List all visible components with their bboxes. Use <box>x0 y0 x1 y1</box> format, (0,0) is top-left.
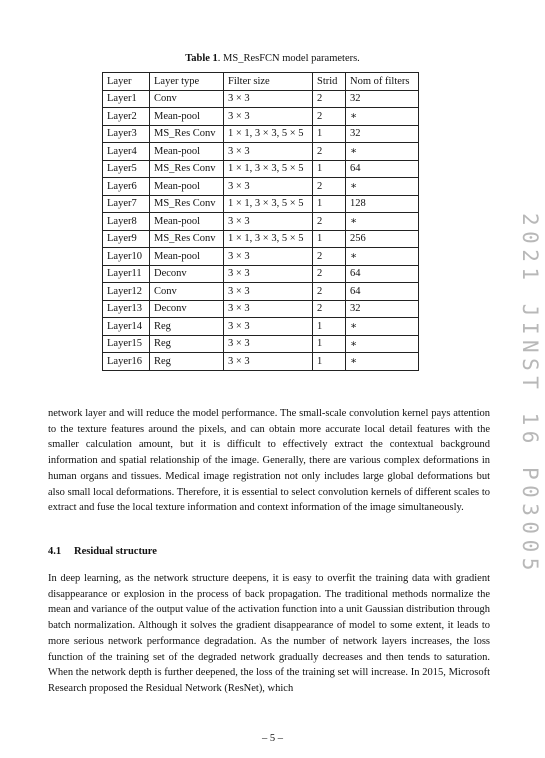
table-row <box>103 195 419 213</box>
table-header-cell: Strid <box>313 73 346 91</box>
table-cell: Layer2 <box>103 108 150 126</box>
table-cell: 2 <box>313 178 346 196</box>
table-row <box>103 143 419 161</box>
table-cell: Layer4 <box>103 143 150 161</box>
table-header-cell: Nom of filters <box>346 73 419 91</box>
table-cell: 1 <box>313 125 346 143</box>
body-paragraph-2: In deep learning, as the network structure deepens, it is easy to overfit the training data with gradient disappearance or explosion in the process of back propagation. The traditional methods normalize the mean and variance of the output value of the activation function into a unit Gaussian distribution through batch normalization. Although it solves the gradient disappearance of model to some extent, it leads to more serious network performance degradation. As the number of network layers increases, the loss function of the training set of the degraded network gradually decreases and then tends to saturation. When the network depth is further deepened, the loss of the training set will increase. In 2015, Microsoft Research proposed the Residual Network (ResNet), which <box>48 573 490 694</box>
table-cell: 1 <box>313 230 346 248</box>
table-cell: 32 <box>346 90 419 108</box>
table-cell: 64 <box>346 265 419 283</box>
table-row <box>103 335 419 353</box>
table-cell: 1 <box>313 353 346 371</box>
table-cell: 256 <box>346 230 419 248</box>
table-row <box>103 178 419 196</box>
table-cell: 2 <box>313 265 346 283</box>
table-cell: Conv <box>150 283 224 301</box>
table-cell: Layer6 <box>103 178 150 196</box>
table-cell: 64 <box>346 160 419 178</box>
table-cell: 3 × 3 <box>224 335 313 353</box>
table-row <box>103 265 419 283</box>
table-cell: Layer3 <box>103 125 150 143</box>
table-cell: ∗ <box>346 353 419 371</box>
table-row <box>103 248 419 266</box>
table-cell: Layer8 <box>103 213 150 231</box>
table-cell: Conv <box>150 90 224 108</box>
table-row <box>103 108 419 126</box>
table-cell: Layer16 <box>103 353 150 371</box>
table-cell: 64 <box>346 283 419 301</box>
section-number: 4.1 <box>48 546 62 557</box>
table-cell: ∗ <box>346 213 419 231</box>
table-cell: Layer14 <box>103 318 150 336</box>
table-header-row <box>103 73 419 91</box>
table-header-cell: Layer type <box>150 73 224 91</box>
table-cell: Mean-pool <box>150 178 224 196</box>
table-cell: 3 × 3 <box>224 213 313 231</box>
body-paragraph-1: network layer and will reduce the model performance. The small-scale convolution kernel pays attention to the texture features around the pixels, and can obtain more accurate local detail features with the smaller calculation amount, but it is difficult to effectively extract the contextual background information and spatial relationship of the image. Generally, there are various complex deformations in human organs and tissues. Medical image registration not only includes large global deformations but also small local deformations. Therefore, it is essential to select convolution kernels of different scales to extract and fuse the local texture information and context information of the image simultaneously. <box>48 408 490 514</box>
table-cell: Reg <box>150 318 224 336</box>
table-cell: Layer15 <box>103 335 150 353</box>
table-cell: Layer10 <box>103 248 150 266</box>
table-cell: 3 × 3 <box>224 318 313 336</box>
table-cell: 2 <box>313 108 346 126</box>
table-cell: MS_Res Conv <box>150 230 224 248</box>
table-cell: MS_Res Conv <box>150 125 224 143</box>
table-cell: 1 × 1, 3 × 3, 5 × 5 <box>224 195 313 213</box>
parameters-table-body <box>103 73 419 371</box>
table-row <box>103 125 419 143</box>
parameters-table <box>102 72 419 371</box>
table-cell: 3 × 3 <box>224 248 313 266</box>
section-heading <box>48 546 157 557</box>
table-cell: ∗ <box>346 335 419 353</box>
table-cell: 1 <box>313 318 346 336</box>
table-cell: Reg <box>150 353 224 371</box>
table-caption-label: Table 1 <box>185 53 218 64</box>
table-cell: Layer1 <box>103 90 150 108</box>
table-cell: 3 × 3 <box>224 283 313 301</box>
table-caption-text: . MS_ResFCN model parameters. <box>217 53 360 64</box>
table-cell: 1 <box>313 160 346 178</box>
table-cell: Layer9 <box>103 230 150 248</box>
table-cell: Mean-pool <box>150 143 224 161</box>
table-cell: Mean-pool <box>150 213 224 231</box>
table-cell: 2 <box>313 213 346 231</box>
table-cell: 2 <box>313 283 346 301</box>
table-cell: 32 <box>346 300 419 318</box>
table-cell: 1 <box>313 335 346 353</box>
table-row <box>103 318 419 336</box>
table-cell: 3 × 3 <box>224 300 313 318</box>
page-number: – 5 – <box>262 733 283 744</box>
table-cell: 1 × 1, 3 × 3, 5 × 5 <box>224 125 313 143</box>
table-row <box>103 160 419 178</box>
table-cell: ∗ <box>346 143 419 161</box>
table-cell: ∗ <box>346 108 419 126</box>
table-cell: 1 × 1, 3 × 3, 5 × 5 <box>224 160 313 178</box>
table-cell: Mean-pool <box>150 108 224 126</box>
table-cell: MS_Res Conv <box>150 195 224 213</box>
table-cell: Layer13 <box>103 300 150 318</box>
table-cell: Layer12 <box>103 283 150 301</box>
table-cell: 1 <box>313 195 346 213</box>
table-row <box>103 213 419 231</box>
table-cell: 2 <box>313 90 346 108</box>
table-cell: 3 × 3 <box>224 178 313 196</box>
table-cell: 3 × 3 <box>224 353 313 371</box>
table-cell: 128 <box>346 195 419 213</box>
table-caption <box>0 53 545 64</box>
journal-watermark: 2021 JINST 16 P03005 <box>518 213 542 576</box>
section-title: Residual structure <box>74 546 157 557</box>
table-cell: 3 × 3 <box>224 108 313 126</box>
table-cell: ∗ <box>346 318 419 336</box>
table-row <box>103 230 419 248</box>
table-row <box>103 90 419 108</box>
table-cell: Deconv <box>150 265 224 283</box>
table-cell: 3 × 3 <box>224 265 313 283</box>
table-cell: Layer7 <box>103 195 150 213</box>
table-cell: 3 × 3 <box>224 143 313 161</box>
table-cell: ∗ <box>346 248 419 266</box>
table-cell: 32 <box>346 125 419 143</box>
table-header-cell: Layer <box>103 73 150 91</box>
table-header-cell: Filter size <box>224 73 313 91</box>
table-cell: Mean-pool <box>150 248 224 266</box>
table-cell: Layer11 <box>103 265 150 283</box>
table-cell: 3 × 3 <box>224 90 313 108</box>
table-cell: Deconv <box>150 300 224 318</box>
table-row <box>103 353 419 371</box>
table-row <box>103 300 419 318</box>
table-cell: Layer5 <box>103 160 150 178</box>
table-cell: 2 <box>313 143 346 161</box>
table-cell: MS_Res Conv <box>150 160 224 178</box>
table-cell: 2 <box>313 248 346 266</box>
table-cell: Reg <box>150 335 224 353</box>
table-cell: 2 <box>313 300 346 318</box>
table-row <box>103 283 419 301</box>
table-cell: 1 × 1, 3 × 3, 5 × 5 <box>224 230 313 248</box>
table-cell: ∗ <box>346 178 419 196</box>
